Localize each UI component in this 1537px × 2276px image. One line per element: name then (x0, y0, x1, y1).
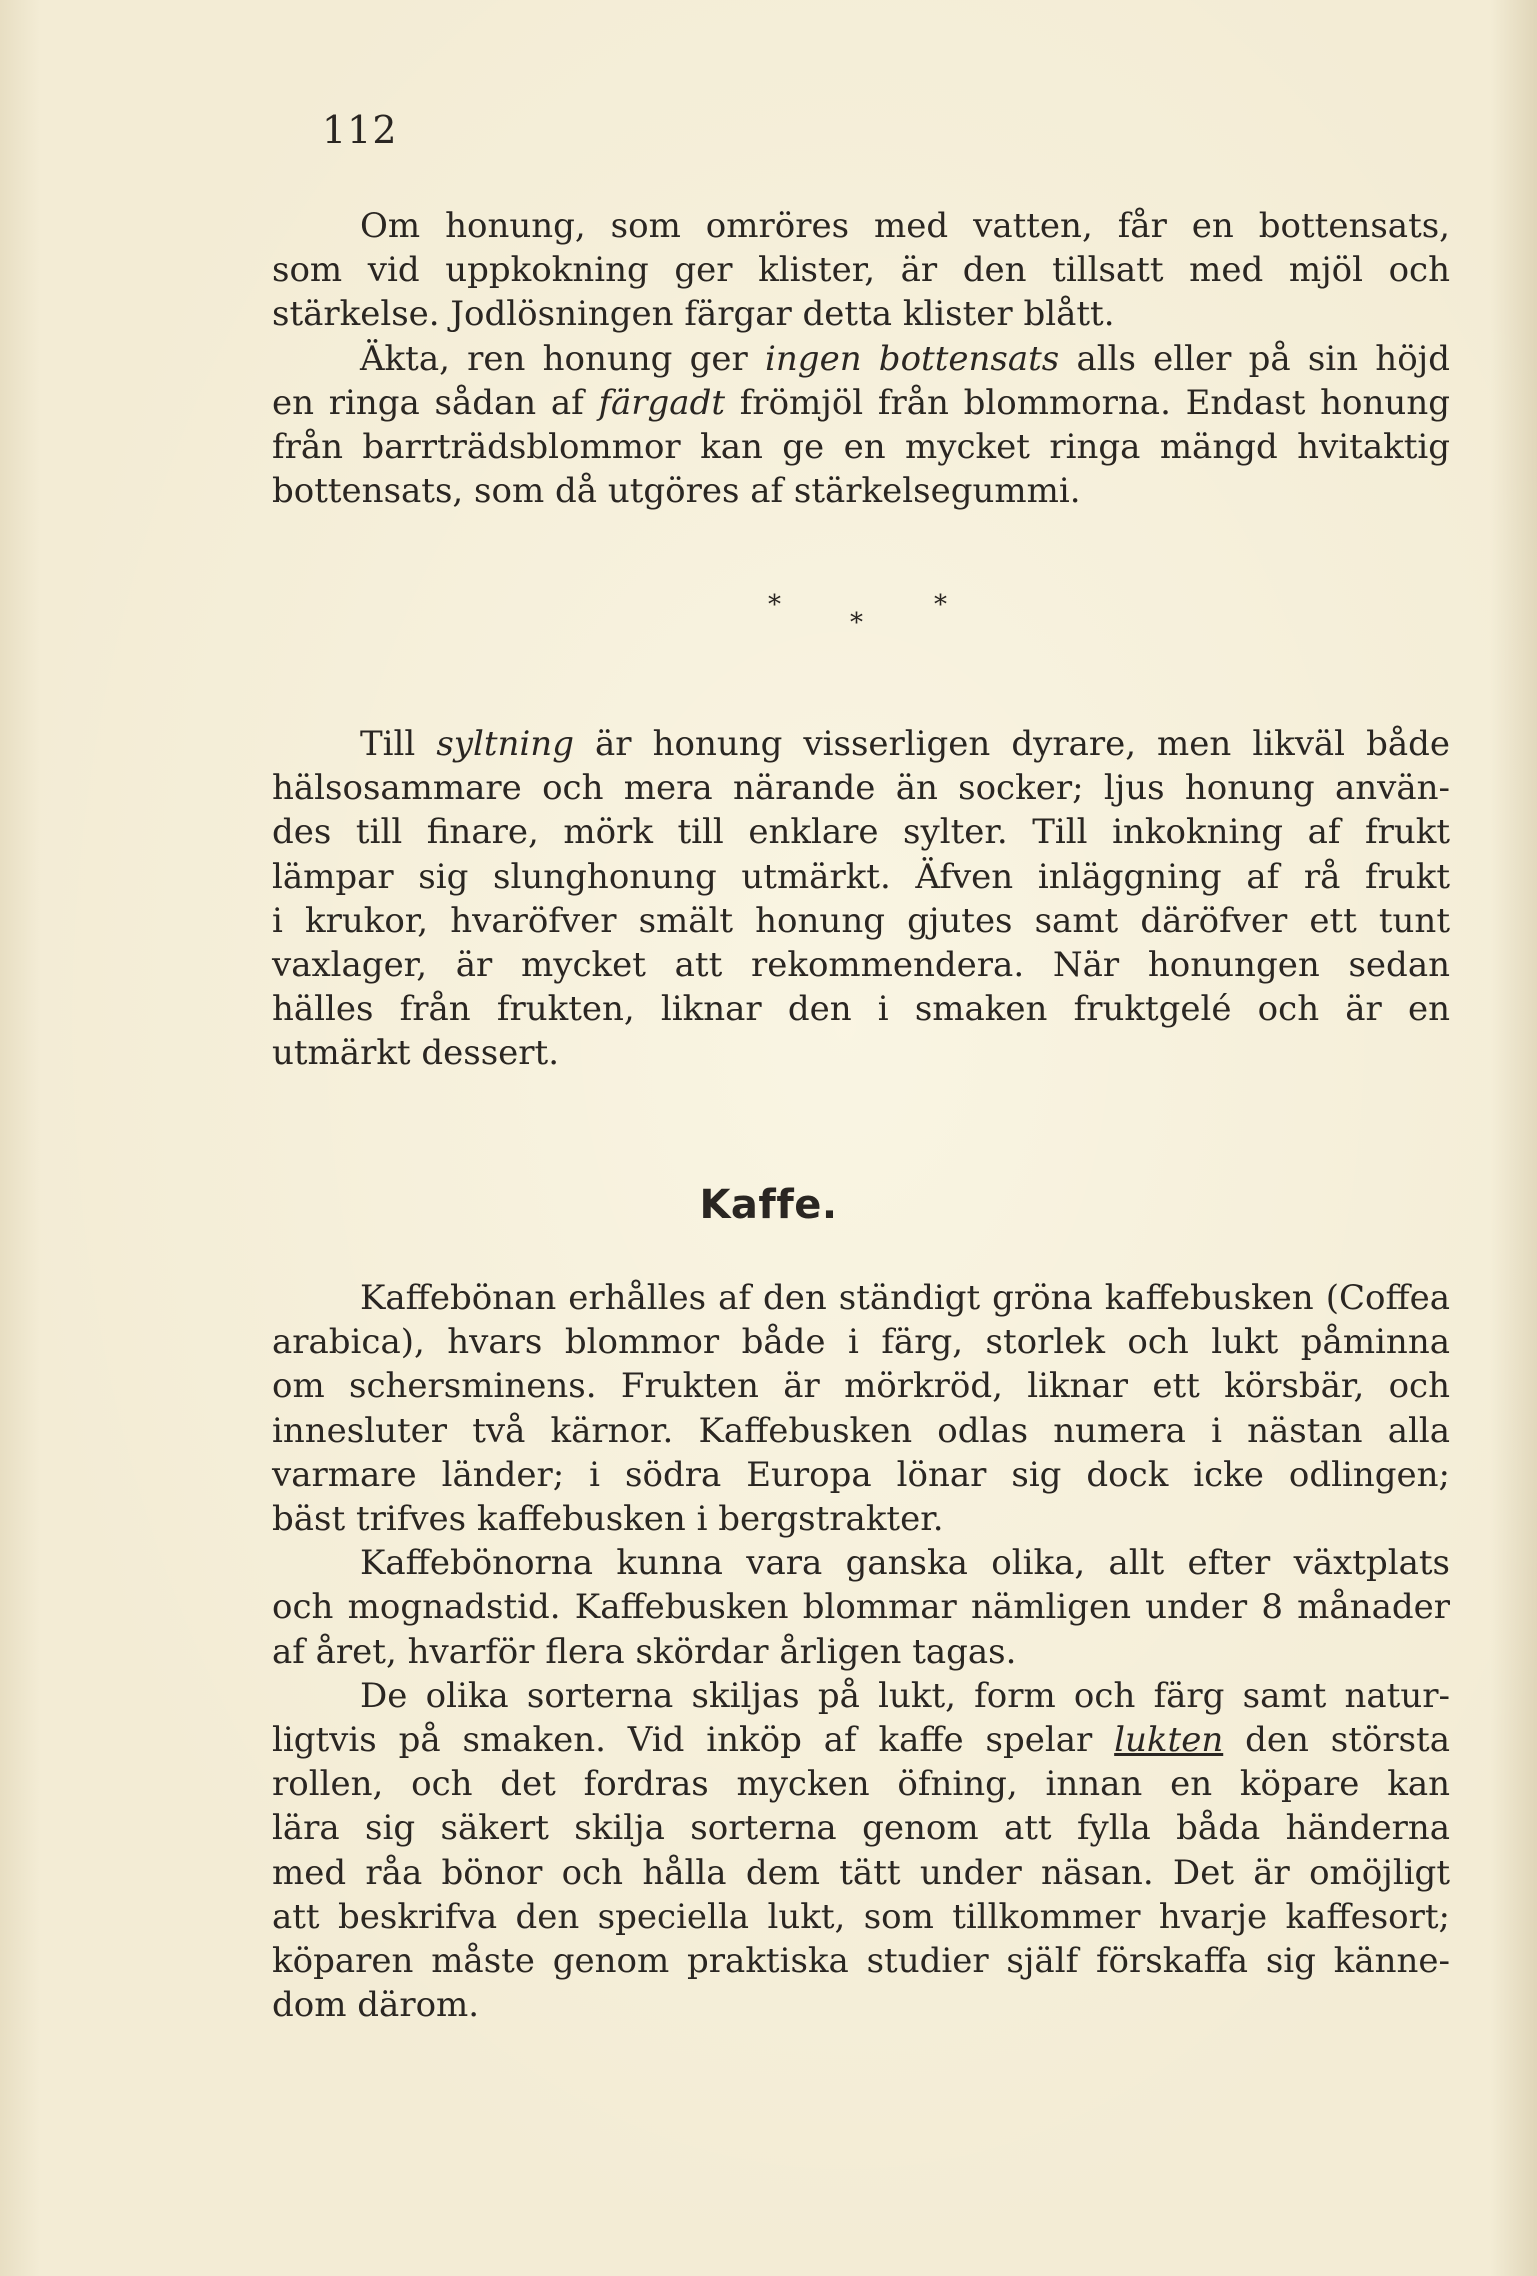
text-run: frömjöl från blommorna. Endast honung (725, 382, 1450, 423)
paragraph-coffee (272, 1276, 1450, 2027)
text-line: lämpar sig slunghonung utmärkt. Äfven inläggning af rå frukt (272, 856, 1450, 897)
text-line: i krukor, hvaröfver smält honung gjutes samt däröfver ett tunt (272, 900, 1450, 941)
text-line: hälsosammare och mera närande än socker; ljus honung använ- (272, 768, 1450, 809)
text-line: vaxlager, är mycket att rekommendera. När honungen sedan (272, 945, 1450, 986)
text-line: arabica), hvars blommor både i färg, storlek och lukt påminna (272, 1322, 1450, 1363)
text-run: Äkta, ren honung ger (360, 338, 766, 379)
text-line: från barrträdsblommor kan ge en mycket ringa mängd hvitaktig (272, 427, 1450, 468)
text-line: dom därom. (272, 1985, 480, 2026)
asterisk: * (768, 590, 781, 620)
text-line: varmare länder; i södra Europa lönar sig dock icke odlingen; (272, 1454, 1450, 1495)
text-run: den största (1223, 1720, 1450, 1761)
text-line: rollen, och det fordras mycken öfning, innan en köpare kan (272, 1764, 1450, 1805)
paragraph-preserving (272, 722, 1450, 1076)
page-number: 112 (322, 108, 398, 152)
text-run: en ringa sådan af (272, 382, 599, 423)
text-run: är honung visserligen dyrare, men likväl både (573, 724, 1451, 764)
text-line: om schersminens. Frukten är mörkröd, liknar ett körsbär, och (272, 1366, 1450, 1407)
text-line: lära sig säkert skilja sorterna genom att fylla båda händerna (272, 1808, 1450, 1849)
text-line: köparen måste genom praktiska studier själf förskaffa sig känne- (272, 1941, 1450, 1982)
text-line: af året, hvarför flera skördar årligen tagas. (272, 1631, 1017, 1672)
text-line (272, 1718, 1450, 1762)
text-line: som vid uppkokning ger klister, är den tillsatt med mjöl och (272, 250, 1450, 291)
text-line: innesluter två kärnor. Kaffebusken odlas numera i nästan alla (272, 1410, 1450, 1451)
text-line (272, 381, 1450, 425)
text-line: bottensats, som då utgöres af stärkelsegummi. (272, 471, 1081, 512)
asterisk: * (934, 590, 947, 620)
text-line: hälles från frukten, liknar den i smaken fruktgelé och är en (272, 989, 1450, 1030)
text-line (272, 722, 1450, 766)
section-separator (0, 588, 1537, 648)
text-run: alls eller på sin höjd (1059, 338, 1450, 379)
text-line: bäst trifves kaffebusken i bergstrakter. (272, 1499, 944, 1540)
text-line: des till finare, mörk till enklare sylter. Till inkokning af frukt (272, 812, 1450, 853)
text-line: De olika sorterna skiljas på lukt, form och färg samt natur- (360, 1675, 1450, 1716)
text-line: med råa bönor och hålla dem tätt under näsan. Det är omöjligt (272, 1852, 1450, 1893)
text-line: utmärkt dessert. (272, 1033, 560, 1074)
text-run: Till (360, 724, 437, 764)
section-heading: Kaffe. (699, 1182, 838, 1228)
text-line: att beskrifva den speciella lukt, som tillkommer hvarje kaffesort; (272, 1896, 1450, 1937)
text-line (272, 337, 1450, 381)
paragraph-honey-test (272, 204, 1450, 513)
emphasis-text: syltning (436, 724, 574, 764)
text-run: ligtvis på smaken. Vid inköp af kaffe spelar (272, 1720, 1115, 1761)
emphasis-text: lukten (1114, 1720, 1224, 1761)
text-line: Om honung, som omröres med vatten, får en bottensats, (360, 206, 1450, 246)
text-line: och mognadstid. Kaffebusken blommar nämligen under 8 månader (272, 1587, 1450, 1628)
asterisk: * (850, 608, 863, 638)
emphasis-text: ingen bottensats (765, 338, 1060, 379)
text-line: Kaffebönan erhålles af den ständigt gröna kaffebusken (Coffea (360, 1278, 1450, 1318)
text-line: Kaffebönorna kunna vara ganska olika, allt efter växtplats (360, 1543, 1450, 1584)
emphasis-text: färgadt (598, 382, 726, 423)
text-line: stärkelse. Jodlösningen färgar detta klister blått. (272, 294, 1115, 335)
